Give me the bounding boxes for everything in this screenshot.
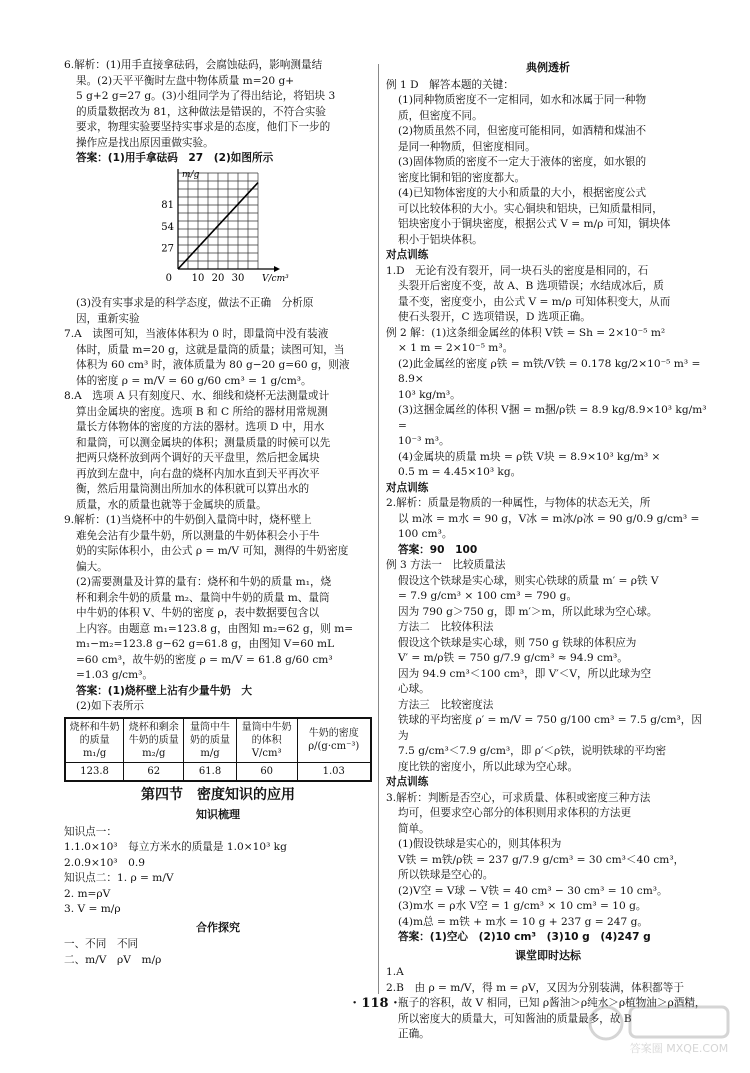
coop-line: 一、不同 不同 bbox=[64, 938, 139, 950]
q8-line: 8.A 选项 A 只有刻度尺、水、细线和烧杯无法测量或计 bbox=[64, 390, 330, 402]
mass-volume-chart bbox=[148, 169, 372, 295]
p2-answer: 答案：90 100 bbox=[398, 543, 478, 556]
ex3-line: 假设这个铁球是实心球，则实心铁球的质量 m′ = ρ铁 V bbox=[398, 574, 659, 587]
origin-label: 0 bbox=[165, 272, 172, 284]
ex2-line: 例 2 解：(1)这条细金属丝的体积 V铁 = Sh = 2×10⁻⁵ m² bbox=[386, 326, 666, 339]
q8-block bbox=[64, 389, 372, 513]
q7-block bbox=[64, 327, 372, 389]
left-column bbox=[64, 58, 372, 968]
q7-line: 体时，质量 m=20 g，这就是量筒的质量；读图可知，当 bbox=[76, 343, 345, 356]
q6-line: 5 g+2 g=27 g。(3)小组同学为了得出结论，将铝块 3 bbox=[76, 90, 336, 102]
knowledge-line: 1.1.0×10³ 每立方米水的质量是 1.0×10³ kg bbox=[64, 841, 287, 853]
x-tick-label: 20 bbox=[211, 272, 225, 284]
p1-line: 头裂开后密度不变，故 A、B 选项错误；水结成冰后，质 bbox=[398, 280, 664, 292]
ex2-line: 10³ kg/m³。 bbox=[398, 388, 461, 401]
p3-line: 所以铁球是空心的。 bbox=[398, 869, 494, 881]
knowledge-line: 2. m=ρV bbox=[64, 887, 111, 900]
knowledge-line: 知识点二：1. ρ = m/V bbox=[64, 872, 174, 884]
y-axis-label: m/g bbox=[182, 169, 200, 180]
p3-line: 简单。 bbox=[398, 822, 430, 835]
table-cell: 61.8 bbox=[184, 762, 236, 781]
ex1-line: (2)物质虽然不同，但密度可能相同，如酒精和煤油不 bbox=[398, 125, 647, 137]
c1-line: 1.A bbox=[386, 966, 404, 978]
q9-line: 上内容。由题意 m₁=123.8 g，由图知 m₂=62 g，则 m= bbox=[76, 622, 354, 635]
ex1-line: (4)已知物体密度的大小和质量的大小，根据密度公式 bbox=[398, 187, 647, 199]
right-column bbox=[386, 58, 710, 1043]
q9-table-intro: (2)如下表所示 bbox=[76, 700, 144, 712]
ex3-line: 假设这个铁球是实心球，则 750 g 铁球的体积应为 bbox=[398, 636, 637, 649]
ex3-line: 因为 790 g＞750 g，即 m′＞m，所以此球为空心球。 bbox=[398, 605, 658, 618]
table-header-row bbox=[65, 718, 371, 763]
q6-line: 要求，物理实验要坚持实事求是的态度，他们下一步的 bbox=[76, 121, 331, 133]
c2-line: 瓶子的容积，故 V 相同，已知 ρ酱油＞ρ纯水＞ρ植物油＞ρ酒精， bbox=[398, 997, 706, 1009]
q8-line: 把两只烧杯放到两个调好的天平盘里，然后把金属块 bbox=[76, 452, 320, 464]
ex1-line: 铝块密度小于铜块密度，根据公式 V = m/ρ 可知，铜块体 bbox=[398, 218, 671, 230]
q9-line: =1.03 g/cm³。 bbox=[76, 669, 154, 681]
table-header-cell: 烧杯和牛奶的质量 m₁/g bbox=[65, 718, 124, 763]
q9-line: 中牛奶的体积 V、牛奶的密度 ρ，表中数据要包含以 bbox=[76, 607, 320, 619]
section-title: 第四节 密度知识的应用 bbox=[141, 786, 295, 803]
knowledge-line: 2.0.9×10³ 0.9 bbox=[64, 856, 145, 869]
ex1-line: 是同一种物质，但密度相同。 bbox=[398, 140, 536, 153]
p3-line: 均可，但要求空心部分的体积则用求体积的方法更 bbox=[398, 807, 632, 819]
y-tick-label: 27 bbox=[161, 242, 174, 254]
p3-line: (2)V空 = V球 − V铁 = 40 cm³ − 30 cm³ = 10 cm³。 bbox=[398, 884, 668, 897]
class-title: 课堂即时达标 bbox=[515, 948, 581, 962]
q9-line: 偏大。 bbox=[76, 560, 108, 573]
milk-density-table bbox=[64, 717, 372, 782]
ex3-line: 7.5 g/cm³＜7.9 g/cm³，即 ρ′＜ρ铁，说明铁球的平均密 bbox=[398, 745, 667, 757]
q6-line: 操作应是找出原因重做实验。 bbox=[76, 136, 214, 149]
x-tick-label: 30 bbox=[231, 272, 245, 284]
p3-line: (3)m水 = ρ水 V空 = 1 g/cm³ × 10 cm³ = 10 g。 bbox=[398, 900, 647, 912]
ex2-line: × 1 m = 2×10⁻⁵ m³。 bbox=[398, 342, 514, 354]
ex3-line: 方法三 比较密度法 bbox=[398, 698, 494, 711]
table-cell: 62 bbox=[124, 762, 184, 781]
column-divider bbox=[378, 64, 379, 994]
y-tick-label: 54 bbox=[161, 221, 174, 233]
q9-line: =60 cm³，故牛奶的密度 ρ = m/V = 61.8 g/60 cm³ bbox=[76, 653, 333, 666]
p3-line: V铁 = m铁/ρ铁 = 237 g/7.9 g/cm³ = 30 cm³＜40 cm³， bbox=[398, 853, 685, 866]
p3-line: 3.解析：判断是否空心，可求质量、体积或密度三种方法 bbox=[386, 791, 651, 804]
ex3-line: 心球。 bbox=[398, 683, 430, 695]
ex1-line: (1)同种物质密度不一定相同，如水和冰属于同一种物 bbox=[398, 94, 647, 106]
ex1-line: 可以比较体积的大小。实心铜块和铝块，已知质量相同， bbox=[398, 202, 663, 215]
ex3-line: V′ = m/ρ铁 = 750 g/7.9 g/cm³ ≈ 94.9 cm³。 bbox=[398, 652, 628, 664]
q9-line: 杯和剩余牛奶的质量 m₂、量筒中牛奶的质量 m、量筒 bbox=[76, 591, 330, 604]
p1-line: 1.D 无论有没有裂开，同一块石头的密度是相同的，石 bbox=[386, 264, 649, 277]
c2-line: 2.B 由 ρ = m/V，得 m = ρV，又因为分别装满，体积都等于 bbox=[386, 981, 684, 994]
q8-line: 衡，然后用量筒测出所加水的体积就可以算出水的 bbox=[76, 483, 310, 495]
q9-line: 奶的实际体积小，由公式 ρ = m/V 可知，测得的牛奶密度 bbox=[76, 545, 349, 557]
ex2-line: 0.5 m = 4.45×10³ kg。 bbox=[398, 466, 522, 478]
c2-line: 正确。 bbox=[398, 1028, 430, 1040]
p1-line: 量不变，密度变小，由公式 V = m/ρ 可知体积变大，从而 bbox=[398, 295, 671, 308]
p3-line: (1)假设铁球是实心的，则其体积为 bbox=[398, 838, 562, 850]
p2-line: 2.解析：质量是物质的一种属性，与物体的状态无关，所 bbox=[386, 497, 651, 509]
ex1-line: 密度比铜和铝的密度都大。 bbox=[398, 171, 526, 184]
q9-line: m₁−m₂=123.8 g−62 g=61.8 g，由图知 V=60 mL bbox=[76, 638, 335, 650]
q9-block bbox=[64, 513, 372, 715]
p3-line: (4)m总 = m铁 + m水 = 10 g + 237 g = 247 g。 bbox=[398, 915, 648, 928]
q7-line: 体积为 60 cm³ 时，液体质量为 80 g−20 g=60 g，则液 bbox=[76, 359, 350, 371]
q6-block bbox=[64, 58, 372, 167]
table-cell: 123.8 bbox=[65, 762, 124, 781]
knowledge-line: 知识点一： bbox=[64, 825, 117, 838]
q8-line: 算出金属块的密度。选项 B 和 C 所给的器材用常规测 bbox=[76, 405, 328, 418]
q8-line: 和量筒，可以测金属块的体积；测量质量的时候可以先 bbox=[76, 436, 331, 449]
x-tick-label: 10 bbox=[191, 272, 205, 284]
practice2-title: 对点训练 bbox=[386, 481, 429, 494]
watermark-logo bbox=[586, 995, 736, 1059]
y-tick-label: 81 bbox=[161, 199, 174, 211]
q9-line: (2)需要测量及计算的量有：烧杯和牛奶的质量 m₁，烧 bbox=[76, 576, 332, 588]
watermark-text: 答案圈 MXQE.COM bbox=[629, 1042, 729, 1055]
page-number: · 118 · bbox=[352, 996, 398, 1011]
table-header-cell: 量筒中牛奶的质量 m/g bbox=[184, 718, 236, 763]
q9-line: 9.解析：(1)当烧杯中的牛奶倒入量筒中时，烧杯壁上 bbox=[64, 514, 312, 526]
ex1-line: 质，但密度不同。 bbox=[398, 109, 483, 122]
ex1-line: 积小于铝块体积。 bbox=[398, 233, 483, 246]
x-axis-label: V/cm³ bbox=[262, 273, 289, 284]
chart-svg bbox=[148, 169, 318, 289]
ex1-line: (3)固体物质的密度不一定大于液体的密度，如水银的 bbox=[398, 156, 647, 168]
q6-answer: 答案：(1)用手拿砝码 27 (2)如图所示 bbox=[76, 152, 274, 164]
q9-answer: 答案：(1)烧杯壁上沾有少量牛奶 大 bbox=[76, 684, 252, 697]
watermark-circle bbox=[590, 1007, 622, 1039]
q6-after: (3)没有实事求是的科学态度，做法不正确 分析原 bbox=[76, 297, 314, 309]
c2-line: 所以密度大的质量大，可知酱油的质量最多，故 B bbox=[398, 1012, 632, 1025]
table-header-cell: 量筒中牛奶的体积 V/cm³ bbox=[236, 718, 297, 763]
ex2-line: (4)金属块的质量 m块 = ρ铁 V块 = 8.9×10³ kg/m³ × bbox=[398, 450, 661, 463]
p2-line: 以 m冰 = m水 = 90 g，V冰 = m冰/ρ冰 = 90 g/0.9 g/cm³ = 100 cm³。 bbox=[398, 512, 700, 540]
ex3-line: = 7.9 g/cm³ × 100 cm³ = 790 g。 bbox=[398, 590, 578, 602]
q7-line: 7.A 读图可知，当液体体积为 0 时，即量筒中没有装液 bbox=[64, 328, 329, 340]
ex2-line: 10⁻³ m³。 bbox=[398, 435, 450, 447]
q7-line: 体的密度 ρ = m/V = 60 g/60 cm³ = 1 g/cm³。 bbox=[76, 374, 312, 387]
typical-title: 典例透析 bbox=[526, 61, 570, 74]
knowledge-line: 3. V = m/ρ bbox=[64, 903, 121, 915]
q8-line: 质量，水的质量也就等于金属块的质量。 bbox=[76, 498, 267, 511]
ex3-line: 铁球的平均密度 ρ′ = m/V = 750 g/100 cm³ = 7.5 g/cm³，因为 bbox=[398, 714, 702, 742]
practice1-title: 对点训练 bbox=[386, 249, 429, 261]
table-cell: 1.03 bbox=[297, 762, 371, 781]
table-header-cell: 烧杯和剩余牛奶的质量 m₂/g bbox=[124, 718, 184, 763]
ex3-line: 方法二 比较体积法 bbox=[398, 621, 494, 633]
table-cell: 60 bbox=[236, 762, 297, 781]
q6-line: 的质量数据改为 81，这种做法是错误的，不符合实验 bbox=[76, 105, 326, 118]
q8-line: 量长方体物体的密度的方法的器材。选项 D 中，用水 bbox=[76, 421, 325, 433]
ex3-line: 度比铁的密度小，所以此球为空心球。 bbox=[398, 760, 579, 773]
knowledge-title: 知识梳理 bbox=[196, 808, 240, 821]
watermark-box bbox=[630, 1007, 728, 1037]
p3-answer: 答案：(1)空心 (2)10 cm³ (3)10 g (4)247 g bbox=[398, 931, 651, 943]
ex3-line: 例 3 方法一 比较质量法 bbox=[386, 559, 506, 571]
p1-line: 使石头裂开，C 选项错误，D 选项正确。 bbox=[398, 311, 591, 323]
ex1-line: 例 1 D 解答本题的关键： bbox=[386, 78, 514, 91]
q6-line: 果。(2)天平平衡时左盘中物体质量 m=20 g+ bbox=[76, 74, 295, 87]
practice3-title: 对点训练 bbox=[386, 776, 429, 788]
q9-line: 难免会沾有少量牛奶，所以测量的牛奶体积会小于牛 bbox=[76, 529, 320, 542]
q8-line: 再放到左盘中，向右盘的烧杯内加水直到天平再次平 bbox=[76, 467, 320, 480]
q6-line: 6.解析：(1)用手直接拿砝码，会腐蚀砝码，影响测量结 bbox=[64, 59, 323, 71]
coop-title: 合作探究 bbox=[196, 920, 240, 934]
q6-after: 因，重新实验 bbox=[76, 312, 140, 325]
coop-line: 二、m/V ρV m/ρ bbox=[64, 953, 162, 966]
ex3-line: 因为 94.9 cm³＜100 cm³，即 V′＜V，所以此球为空 bbox=[398, 667, 652, 680]
table-row bbox=[65, 762, 371, 781]
ex2-line: (2)此金属丝的密度 ρ铁 = m铁/V铁 = 0.178 kg/2×10⁻⁵ m³ = 8.9× bbox=[398, 357, 701, 385]
x-axis-arrow bbox=[274, 266, 280, 272]
ex2-line: (3)这捆金属丝的体积 V捆 = m捆/ρ铁 = 8.9 kg/8.9×10³ kg/m³ = bbox=[398, 404, 707, 432]
table-header-cell: 牛奶的密度 ρ/(g·cm⁻³) bbox=[297, 718, 371, 763]
